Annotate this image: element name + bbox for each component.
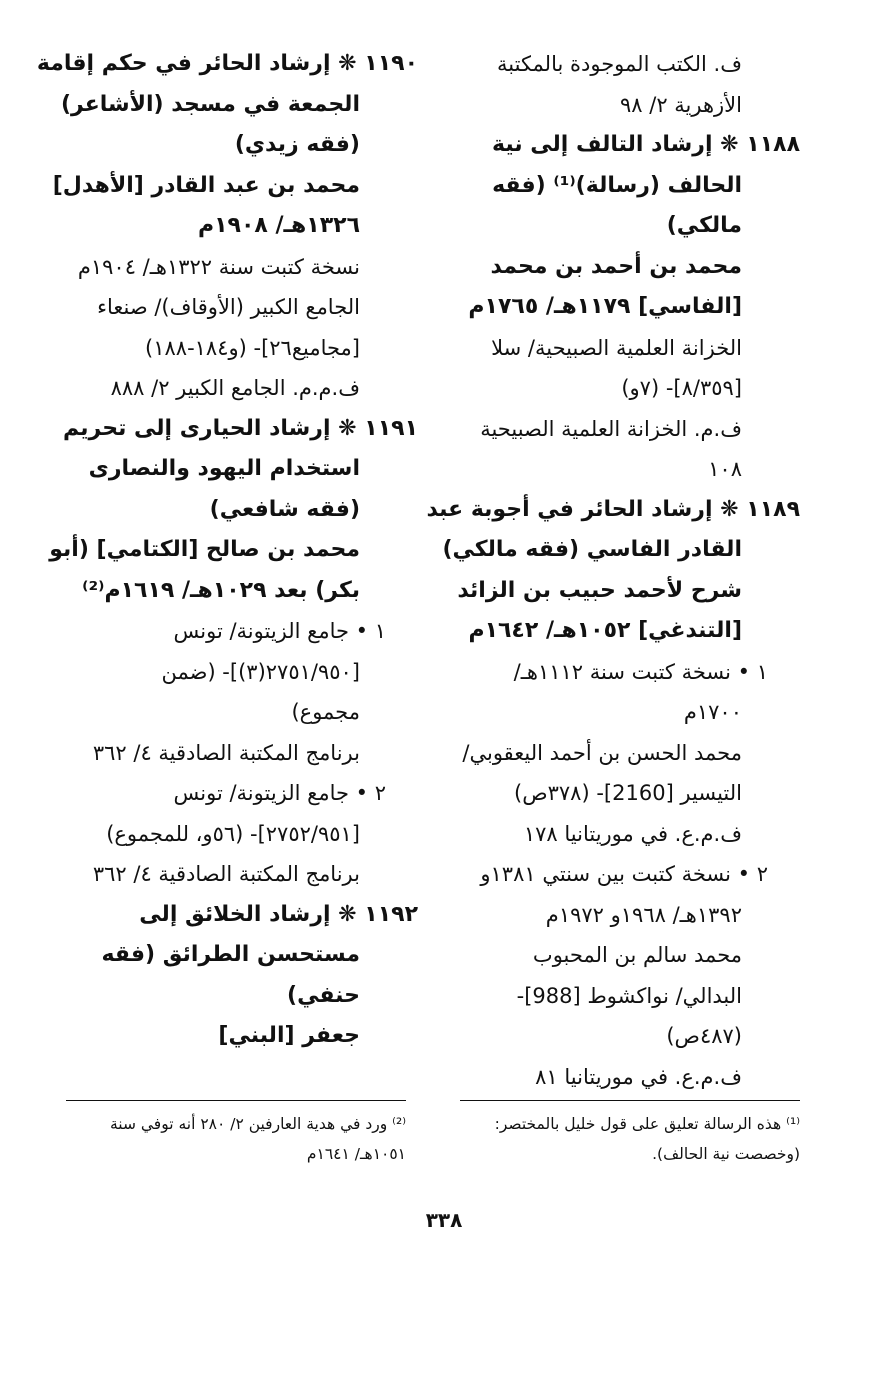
- footnote-rule: [66, 1100, 406, 1101]
- entry-heading-line: ١١٩١ ❋ إرشاد الحيارى إلى تحريم: [63, 415, 418, 441]
- entry-text-line: الجامع الكبير (الأوقاف)/ صنعاء: [97, 295, 360, 319]
- entry-heading-line: ١٣٢٦هـ/ ١٩٠٨م: [197, 213, 360, 238]
- entry-text-line: برنامج المكتبة الصادقية ٤/ ٣٦٢: [92, 862, 360, 886]
- right-column: [426, 44, 800, 1097]
- entry-text-line: ١ • جامع الزيتونة/ تونس: [173, 619, 386, 643]
- entry-heading-line: (فقه شافعي): [209, 496, 360, 522]
- entry-heading-line: ١١٩٢ ❋ إرشاد الخلائق إلى: [139, 901, 418, 927]
- footnote-rule: [460, 1100, 800, 1101]
- entry-heading-line: شرح لأحمد حبيب بن الزائد: [457, 577, 742, 603]
- entry-text-line: ٢ • جامع الزيتونة/ تونس: [173, 781, 386, 805]
- entry-heading-line: محمد بن صالح [الكتامي] (أبو: [49, 537, 360, 562]
- footnote-line: ⁽²⁾ ورد في هدية العارفين ٢/ ٢٨٠ أنه توفي سنة: [109, 1115, 406, 1133]
- entry-heading-line: القادر الفاسي (فقه مالكي): [442, 537, 742, 562]
- entry-heading-line: استخدام اليهود والنصارى: [88, 456, 360, 481]
- entry-heading-line: محمد بن عبد القادر [الأهدل]: [52, 172, 360, 198]
- entry-heading-line: [التندغي] ١٠٥٢هـ/ ١٦٤٢م: [468, 618, 742, 643]
- entry-text-line: ١٧٠٠م: [683, 700, 742, 724]
- entry-text-line: ١ • نسخة كتبت سنة ١١١٢هـ/: [513, 659, 768, 684]
- footnote-line: ⁽¹⁾ هذه الرسالة تعليق على قول خليل بالمختصر:: [494, 1115, 800, 1133]
- entry-text-line: محمد الحسن بن أحمد اليعقوبي/: [462, 740, 742, 765]
- entry-text-line: البدالي/ نواكشوط [988]-: [516, 983, 742, 1008]
- entry-heading-line: ١١٨٨ ❋ إرشاد التالف إلى نية: [492, 132, 800, 157]
- entry-text-line: التيسير [2160]- (٣٧٨ص): [514, 781, 742, 805]
- entry-heading-line: حنفي): [287, 982, 360, 1008]
- entry-text-line: ١٣٩٢هـ/ ١٩٦٨و ١٩٧٢م: [545, 902, 742, 927]
- entry-heading-line: مالكي): [666, 213, 742, 238]
- entry-text-line: ف. الكتب الموجودة بالمكتبة: [497, 52, 742, 76]
- entry-heading-line: الجمعة في مسجد (الأشاعر): [60, 91, 360, 117]
- entry-heading-line: ١١٩٠ ❋ إرشاد الحائر في حكم إقامة: [36, 51, 418, 76]
- entry-text-line: ٢ • نسخة كتبت بين سنتي ١٣٨١و: [480, 862, 768, 886]
- entry-text-line: [٢٧٥١/٩٥٠(٣)]- (ضمن: [161, 659, 360, 684]
- entry-text-line: برنامج المكتبة الصادقية ٤/ ٣٦٢: [92, 740, 360, 765]
- entry-text-line: ١٠٨: [708, 457, 742, 481]
- entry-text-line: محمد سالم بن المحبوب: [532, 943, 742, 967]
- entry-text-line: [٢٧٥٢/٩٥١]- (٥٦و، للمجموع): [106, 821, 360, 846]
- page-number: ٣٣٨: [425, 1208, 463, 1232]
- entry-heading-line: الحالف (رسالة)⁽¹⁾ (فقه: [492, 172, 742, 198]
- entry-text-line: ف.م. الخزانة العلمية الصبيحية: [480, 416, 742, 441]
- entry-heading-line: مستحسن الطرائق (فقه: [101, 942, 360, 967]
- entry-text-line: ف.م.ع. في موريتانيا ٨١: [535, 1064, 742, 1089]
- entry-heading-line: محمد بن أحمد بن محمد: [490, 253, 742, 279]
- entry-text-line: الأزهرية ٢/ ٩٨: [619, 92, 742, 117]
- footnotes-left: [76, 1100, 406, 1169]
- entry-heading-line: بكر) بعد ١٠٢٩هـ/ ١٦١٩م⁽²⁾: [82, 577, 360, 603]
- entry-text-line: ف.م.م. الجامع الكبير ٢/ ٨٨٨: [110, 376, 360, 400]
- entry-text-line: [مجاميع٢٦]- (و١٨٤-١٨٨): [145, 335, 360, 360]
- entry-text-line: الخزانة العلمية الصبيحية/ سلا: [491, 335, 742, 360]
- entry-heading-line: جعفر [البني]: [218, 1023, 360, 1048]
- footnote-line: (وخصصت نية الحالف).: [652, 1145, 800, 1163]
- entry-text-line: ف.م.ع. في موريتانيا ١٧٨: [523, 821, 742, 846]
- entry-text-line: [٨/٣٥٩]- (٧و): [621, 376, 742, 400]
- entry-heading-line: (فقه زيدي): [234, 132, 360, 157]
- entry-text-line: نسخة كتبت سنة ١٣٢٢هـ/ ١٩٠٤م: [77, 254, 360, 279]
- footnote-line: ١٠٥١هـ/ ١٦٤١م: [306, 1145, 406, 1163]
- left-column: [36, 44, 418, 1057]
- entry-text-line: مجموع): [291, 700, 360, 724]
- entry-heading-line: [الفاسي] ١١٧٩هـ/ ١٧٦٥م: [468, 294, 742, 319]
- entry-heading-line: ١١٨٩ ❋ إرشاد الحائر في أجوبة عبد: [426, 496, 800, 522]
- footnotes-right: [460, 1100, 800, 1169]
- entry-text-line: (٤٨٧ص): [666, 1024, 742, 1048]
